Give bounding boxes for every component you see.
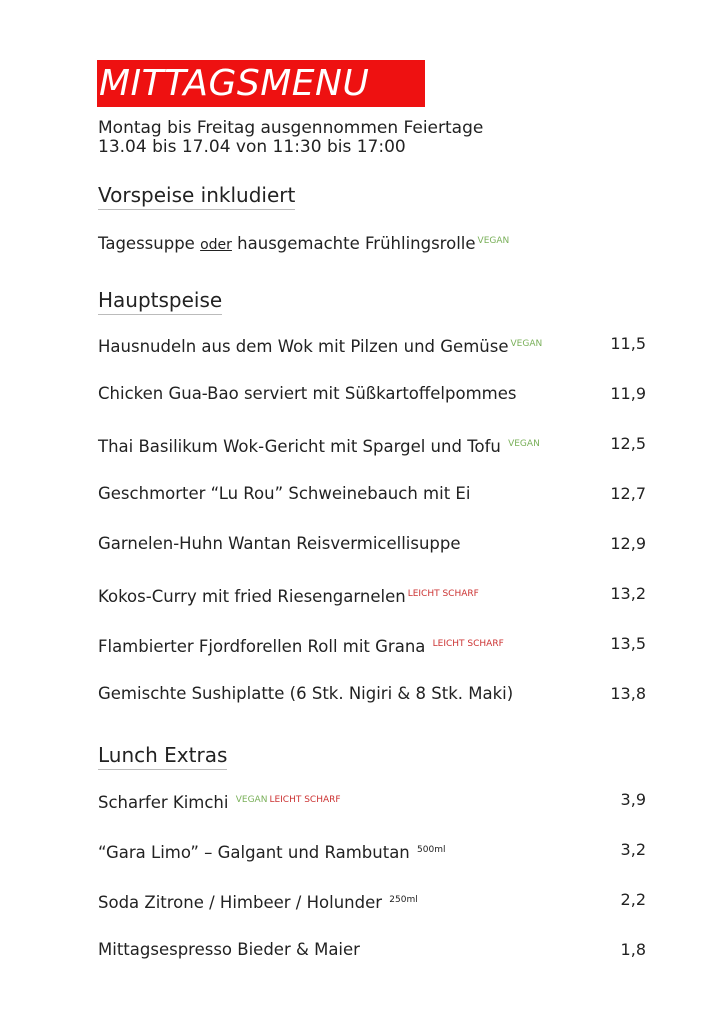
item-price: 12,9 xyxy=(610,534,646,553)
menu-item xyxy=(98,434,540,457)
item-name: Thai Basilikum Wok-Gericht mit Spargel und Tofu xyxy=(98,437,501,456)
vegan-tag: VEGAN xyxy=(235,795,268,805)
vegan-tag: VEGAN xyxy=(510,339,543,349)
item-name: Flambierter Fjordforellen Roll mit Grana xyxy=(98,637,426,656)
menu-item xyxy=(98,534,461,554)
item-name: “Gara Limo” – Galgant und Rambutan xyxy=(98,843,410,862)
item-price: 13,8 xyxy=(610,684,646,703)
extra-item xyxy=(98,790,341,813)
menu-item xyxy=(98,384,516,404)
item-price: 2,2 xyxy=(620,890,646,909)
item-price: 11,9 xyxy=(610,384,646,403)
item-name: Geschmorter “Lu Rou” Schweinebauch mit Ei xyxy=(98,484,471,503)
item-name: Gemischte Sushiplatte (6 Stk. Nigiri & 8 Stk. Maki) xyxy=(98,684,514,703)
item-name: Scharfer Kimchi xyxy=(98,793,229,812)
spicy-tag: LEICHT SCHARF xyxy=(269,795,341,805)
starter-springroll: hausgemachte Frühlingsrolle xyxy=(237,234,476,253)
extra-item xyxy=(98,840,445,863)
starter-or: oder xyxy=(200,237,232,253)
item-price: 13,2 xyxy=(610,584,646,603)
item-price: 11,5 xyxy=(610,334,646,353)
date-range: 13.04 bis 17.04 von 11:30 bis 17:00 xyxy=(98,137,406,157)
item-price: 3,2 xyxy=(620,840,646,859)
starter-item xyxy=(98,231,509,255)
vegan-tag: VEGAN xyxy=(477,236,510,246)
volume-note: 500ml xyxy=(417,845,446,855)
volume-note: 250ml xyxy=(389,895,418,905)
menu-item xyxy=(98,334,542,357)
menu-title: MITTAGSMENU xyxy=(97,60,425,107)
item-name: Soda Zitrone / Himbeer / Holunder xyxy=(98,893,383,912)
spicy-tag: LEICHT SCHARF xyxy=(432,639,504,649)
starter-soup: Tagessuppe xyxy=(98,234,195,253)
menu-item xyxy=(98,684,513,704)
item-name: Kokos-Curry mit fried Riesengarnelen xyxy=(98,587,406,606)
item-price: 12,5 xyxy=(610,434,646,453)
extra-item xyxy=(98,890,418,913)
item-price: 1,8 xyxy=(620,940,646,959)
item-name: Chicken Gua-Bao serviert mit Süßkartoffelpommes xyxy=(98,384,517,403)
extras-heading: Lunch Extras xyxy=(98,743,227,770)
item-name: Hausnudeln aus dem Wok mit Pilzen und Gemüse xyxy=(98,337,509,356)
item-name: Garnelen-Huhn Wantan Reisvermicellisuppe xyxy=(98,534,461,553)
main-heading: Hauptspeise xyxy=(98,288,222,315)
extra-item xyxy=(98,940,360,960)
menu-item xyxy=(98,634,504,657)
menu-item xyxy=(98,584,479,607)
days-note: Montag bis Freitag ausgennommen Feiertage xyxy=(98,118,484,138)
spicy-tag: LEICHT SCHARF xyxy=(407,589,479,599)
item-price: 13,5 xyxy=(610,634,646,653)
item-price: 3,9 xyxy=(620,790,646,809)
starter-heading: Vorspeise inkludiert xyxy=(98,183,295,210)
menu-item xyxy=(98,484,470,504)
item-name: Mittagsespresso Bieder & Maier xyxy=(98,940,360,959)
item-price: 12,7 xyxy=(610,484,646,503)
vegan-tag: VEGAN xyxy=(508,439,540,449)
